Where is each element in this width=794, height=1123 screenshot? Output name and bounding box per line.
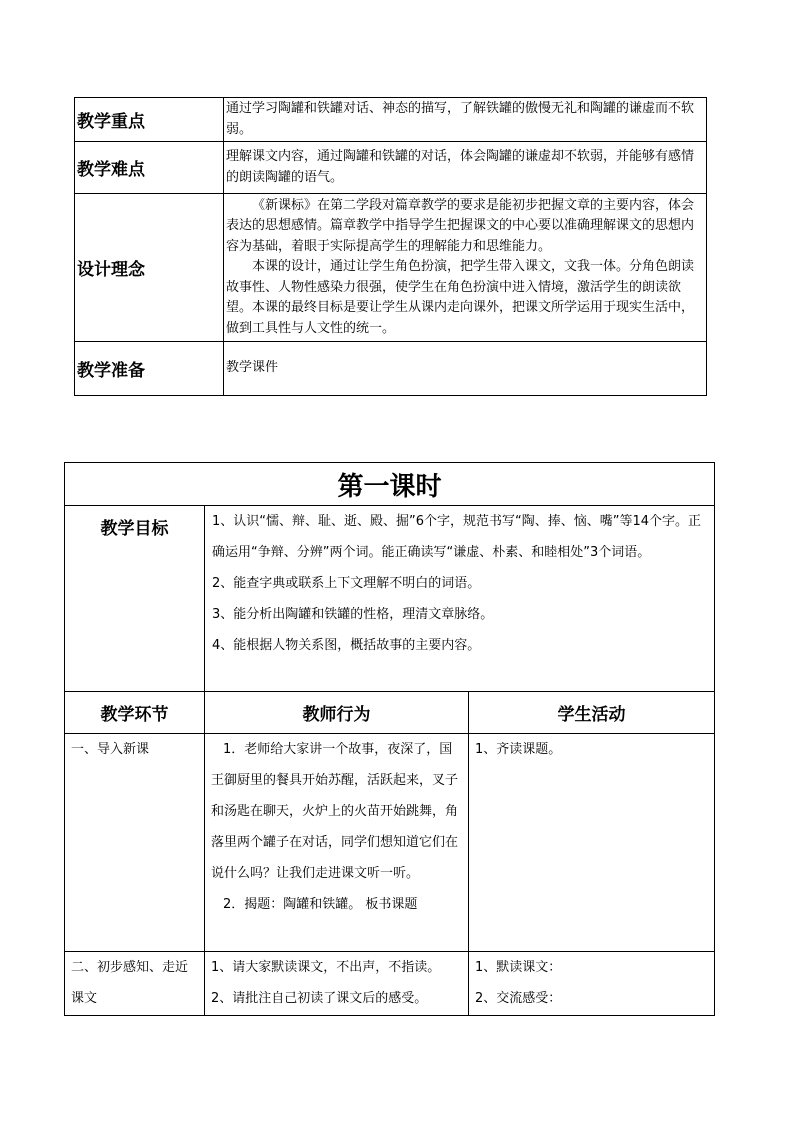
teacher-cell: 1．老师给大家讲一个故事，夜深了，国王御厨里的餐具开始苏醒，活跃起来，叉子和汤匙在聊天，火炉上的火苗开始跳舞，角落里两个罐子在对话，同学们想知道它们在说什么吗？让我们走进课文听一听。 2．揭题：陶罐和铁罐。 板书课题 — [205, 734, 469, 952]
first-lesson-table — [64, 462, 715, 1016]
stage-cell: 二、初步感知、走近课文 — [65, 952, 205, 1016]
stage-cell: 一、导入新课 — [65, 734, 205, 952]
lesson-title: 第一课时 — [65, 463, 715, 506]
difficulties-content: 理解课文内容，通过陶罐和铁罐的对话，体会陶罐的谦虚却不软弱，并能够有感情的朗读陶罐的语气。 — [224, 142, 707, 194]
key-points-content: 通过学习陶罐和铁罐对话、神态的描写，了解铁罐的傲慢无礼和陶罐的谦虚而不软弱。 — [224, 98, 707, 142]
column-header-teacher: 教师行为 — [205, 692, 469, 734]
key-points-label: 教学重点 — [75, 98, 224, 142]
goal-item: 4、能根据人物关系图，概括故事的主要内容。 — [212, 638, 481, 653]
preparation-content: 教学课件 — [224, 342, 707, 396]
design-concept-content: 《新课标》在第二学段对篇章教学的要求是能初步把握文章的主要内容，体会表达的思想感情。篇章教学中指导学生把握课文的中心要以准确理解课文的思想内容为基础，着眼于实际提高学生的理解能力和思维能力。 本课的设计，通过让学生角色扮演，把学生带入课文，文我一体。分角色朗读故事性、人物性感染力很强，使学生在角色扮演中进入情境，激活学生的朗读欲望。本课的最终目标是要让学生从课内走向课外，把课文所学运用于现实生活中，做到工具性与人文性的统一。 — [224, 194, 707, 342]
column-header-stage: 教学环节 — [65, 692, 205, 734]
teaching-goals-content — [205, 506, 715, 692]
student-cell: 1、齐读课题。 — [469, 734, 715, 952]
column-header-student: 学生活动 — [469, 692, 715, 734]
teacher-cell: 1、请大家默读课文，不出声，不指读。 2、请批注自己初读了课文后的感受。 — [205, 952, 469, 1016]
goal-item: 1、认识“懦、辩、耻、逝、殿、掘”6个字，规范书写“陶、捧、恼、嘴”等14个字。正确运用“争辩、分辨”两个词。能正确读写“谦虚、朴素、和睦相处”3个词语。 — [212, 514, 702, 560]
student-cell: 1、默读课文： 2、交流感受： — [469, 952, 715, 1016]
lesson-overview-table — [74, 97, 707, 396]
goal-item: 3、能分析出陶罐和铁罐的性格，理清文章脉络。 — [212, 607, 494, 622]
goal-item: 2、能查字典或联系上下文理解不明白的词语。 — [212, 576, 481, 591]
teaching-goals-label: 教学目标 — [65, 506, 205, 692]
design-concept-label: 设计理念 — [75, 194, 224, 342]
difficulties-label: 教学难点 — [75, 142, 224, 194]
preparation-label: 教学准备 — [75, 342, 224, 396]
